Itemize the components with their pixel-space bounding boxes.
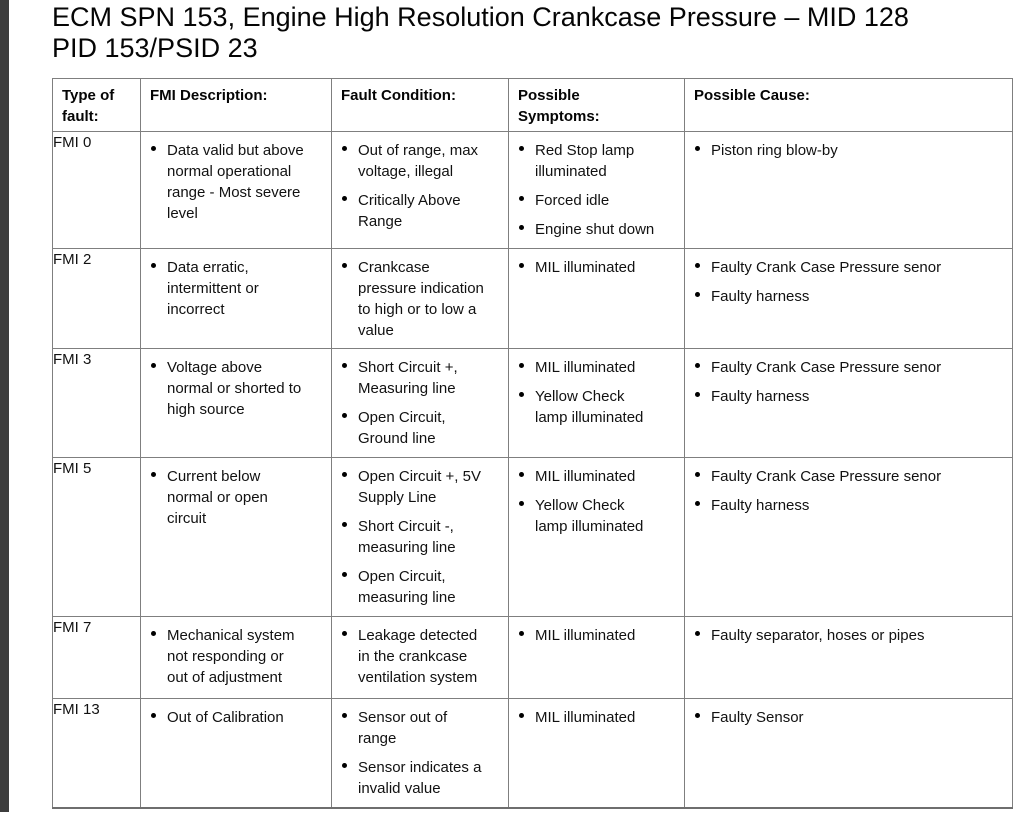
bullet-text: Faulty separator, hoses or pipes [711, 627, 925, 644]
possible-symptoms-cell [509, 132, 685, 249]
header-fault-condition [332, 79, 509, 132]
possible-cause-cell [685, 249, 1013, 349]
bullet-icon [695, 263, 700, 268]
bullet-item [685, 140, 1012, 161]
bullet-icon [342, 413, 347, 418]
bullet-text: Red Stop lamp illuminated [535, 142, 635, 180]
table-header-row [53, 79, 1013, 132]
bullet-item [332, 357, 508, 399]
bullet-icon [342, 572, 347, 577]
document-title [52, 2, 1002, 64]
bullet-text: Yellow Check lamp illuminated [535, 388, 644, 426]
bullet-text: Faulty Crank Case Pressure senor [711, 359, 942, 376]
bullet-item [141, 466, 331, 529]
bullet-text: Open Circuit, Ground line [358, 409, 446, 447]
fault-type-label: FMI 13 [53, 701, 100, 718]
table-row [53, 132, 1013, 249]
possible-cause-cell [685, 458, 1013, 617]
bullet-text: Faulty Crank Case Pressure senor [711, 259, 942, 276]
fault-condition-cell [332, 617, 509, 699]
bullet-icon [342, 631, 347, 636]
fault-type-cell [53, 349, 141, 458]
bullet-icon [151, 363, 156, 368]
bullet-text: Mechanical system not responding or out of adjustment [167, 627, 295, 686]
bullet-item [685, 466, 1012, 487]
header-type-of-fault [53, 79, 141, 132]
bullet-icon [519, 363, 524, 368]
bullet-icon [695, 292, 700, 297]
bullet-icon [519, 263, 524, 268]
bullet-item [685, 495, 1012, 516]
bullet-icon [695, 713, 700, 718]
bullet-item [509, 140, 684, 182]
bullet-text: Critically Above Range [358, 192, 461, 230]
bullet-text: Faulty harness [711, 288, 810, 305]
bullet-icon [695, 631, 700, 636]
bullet-item [141, 625, 331, 688]
bullet-text: Open Circuit +, 5V Supply Line [358, 468, 481, 506]
bullet-text: Leakage detected in the crankcase ventilation system [358, 627, 478, 686]
possible-symptoms-cell [509, 458, 685, 617]
possible-cause-cell [685, 349, 1013, 458]
bullet-text: Out of range, max voltage, illegal [358, 142, 479, 180]
fmi-description-cell [141, 617, 332, 699]
header-label: Type of fault: [62, 87, 115, 125]
bullet-text: Voltage above normal or shorted to high source [167, 359, 302, 418]
bullet-icon [342, 763, 347, 768]
bullet-text: Data erratic, intermittent or incorrect [167, 259, 259, 318]
bullet-text: MIL illuminated [535, 259, 636, 276]
possible-symptoms-cell [509, 349, 685, 458]
bullet-item [509, 219, 684, 240]
fmi-description-cell [141, 699, 332, 808]
bullet-item [332, 625, 508, 688]
fault-condition-cell [332, 699, 509, 808]
bullet-item [685, 286, 1012, 307]
fault-condition-cell [332, 458, 509, 617]
fault-condition-cell [332, 249, 509, 349]
bullet-icon [695, 392, 700, 397]
bullet-item [332, 466, 508, 508]
bullet-item [509, 466, 684, 487]
bullet-item [332, 757, 508, 799]
bullet-icon [519, 713, 524, 718]
fault-type-cell [53, 617, 141, 699]
fault-type-label: FMI 0 [53, 134, 92, 151]
bullet-text: MIL illuminated [535, 627, 636, 644]
bullet-text: MIL illuminated [535, 359, 636, 376]
possible-symptoms-cell [509, 699, 685, 808]
table-row [53, 349, 1013, 458]
bullet-item [509, 495, 684, 537]
bullet-icon [519, 501, 524, 506]
table-row [53, 458, 1013, 617]
bullet-icon [519, 631, 524, 636]
header-fmi-description [141, 79, 332, 132]
bullet-item [332, 140, 508, 182]
bullet-item [685, 357, 1012, 378]
possible-symptoms-cell [509, 249, 685, 349]
bullet-text: Short Circuit +, Measuring line [358, 359, 458, 397]
bullet-item [509, 190, 684, 211]
bullet-item [141, 140, 331, 224]
fault-type-label: FMI 7 [53, 619, 92, 636]
bullet-icon [151, 713, 156, 718]
bullet-icon [695, 363, 700, 368]
bullet-icon [519, 392, 524, 397]
fault-type-cell [53, 132, 141, 249]
document-title-line1: ECM SPN 153, Engine High Resolution Crankcase Pressure – MID 128 [52, 2, 909, 32]
bullet-item [685, 386, 1012, 407]
fault-table-body [53, 132, 1013, 808]
header-possible-symptoms [509, 79, 685, 132]
bullet-text: Faulty harness [711, 388, 810, 405]
fmi-description-cell [141, 132, 332, 249]
possible-symptoms-cell [509, 617, 685, 699]
bullet-text: Data valid but above normal operational range - Most severe level [167, 142, 304, 222]
possible-cause-cell [685, 617, 1013, 699]
bullet-icon [342, 263, 347, 268]
bullet-item [685, 625, 1012, 646]
fault-condition-cell [332, 349, 509, 458]
table-row [53, 617, 1013, 699]
bullet-item [332, 257, 508, 341]
bullet-item [685, 257, 1012, 278]
bullet-item [332, 407, 508, 449]
bullet-item [509, 386, 684, 428]
bullet-text: Current below normal or open circuit [167, 468, 268, 527]
bullet-text: MIL illuminated [535, 468, 636, 485]
bullet-text: Out of Calibration [167, 709, 284, 726]
bullet-icon [519, 146, 524, 151]
bullet-icon [342, 363, 347, 368]
bullet-item [141, 707, 331, 728]
bullet-icon [151, 146, 156, 151]
bullet-icon [342, 713, 347, 718]
bullet-icon [342, 146, 347, 151]
fault-type-cell [53, 699, 141, 808]
bullet-item [332, 566, 508, 608]
bullet-text: Forced idle [535, 192, 610, 209]
bullet-text: Faulty Sensor [711, 709, 804, 726]
bullet-text: Faulty harness [711, 497, 810, 514]
fault-condition-cell [332, 132, 509, 249]
header-possible-cause [685, 79, 1013, 132]
bullet-text: Crankcase pressure indication to high or to low a value [358, 259, 484, 339]
bullet-text: Faulty Crank Case Pressure senor [711, 468, 942, 485]
bullet-item [332, 707, 508, 749]
header-label: Possible Symptoms: [518, 87, 600, 125]
bullet-icon [695, 472, 700, 477]
bullet-item [332, 516, 508, 558]
bullet-item [685, 707, 1012, 728]
bullet-text: Sensor out of range [358, 709, 448, 747]
header-label: Fault Condition: [341, 87, 456, 104]
fmi-description-cell [141, 458, 332, 617]
bullet-item [509, 357, 684, 378]
header-label: FMI Description: [150, 87, 268, 104]
bullet-item [509, 707, 684, 728]
bullet-icon [519, 472, 524, 477]
fmi-description-cell [141, 349, 332, 458]
table-row [53, 249, 1013, 349]
bullet-text: Short Circuit -, measuring line [358, 518, 456, 556]
fault-type-cell [53, 249, 141, 349]
header-label: Possible Cause: [694, 87, 810, 104]
bullet-icon [695, 146, 700, 151]
bullet-icon [151, 631, 156, 636]
bullet-item [141, 257, 331, 320]
fault-type-label: FMI 5 [53, 460, 92, 477]
bullet-text: MIL illuminated [535, 709, 636, 726]
table-row [53, 699, 1013, 808]
bullet-icon [695, 501, 700, 506]
bullet-text: Open Circuit, measuring line [358, 568, 456, 606]
bullet-icon [342, 522, 347, 527]
bullet-item [141, 357, 331, 420]
fault-type-cell [53, 458, 141, 617]
possible-cause-cell [685, 699, 1013, 808]
bullet-text: Sensor indicates a invalid value [358, 759, 482, 797]
bullet-icon [519, 225, 524, 230]
bullet-icon [342, 196, 347, 201]
fault-type-label: FMI 3 [53, 351, 92, 368]
possible-cause-cell [685, 132, 1013, 249]
fault-type-label: FMI 2 [53, 251, 92, 268]
bullet-icon [151, 472, 156, 477]
bullet-item [332, 190, 508, 232]
fmi-description-cell [141, 249, 332, 349]
bullet-text: Yellow Check lamp illuminated [535, 497, 644, 535]
bullet-item [509, 625, 684, 646]
bullet-text: Engine shut down [535, 221, 655, 238]
bullet-icon [342, 472, 347, 477]
bullet-item [509, 257, 684, 278]
fault-table [52, 78, 1013, 809]
page-edge-strip [0, 0, 9, 812]
bullet-icon [151, 263, 156, 268]
bullet-icon [519, 196, 524, 201]
document-title-line2: PID 153/PSID 23 [52, 33, 258, 63]
bullet-text: Piston ring blow-by [711, 142, 838, 159]
